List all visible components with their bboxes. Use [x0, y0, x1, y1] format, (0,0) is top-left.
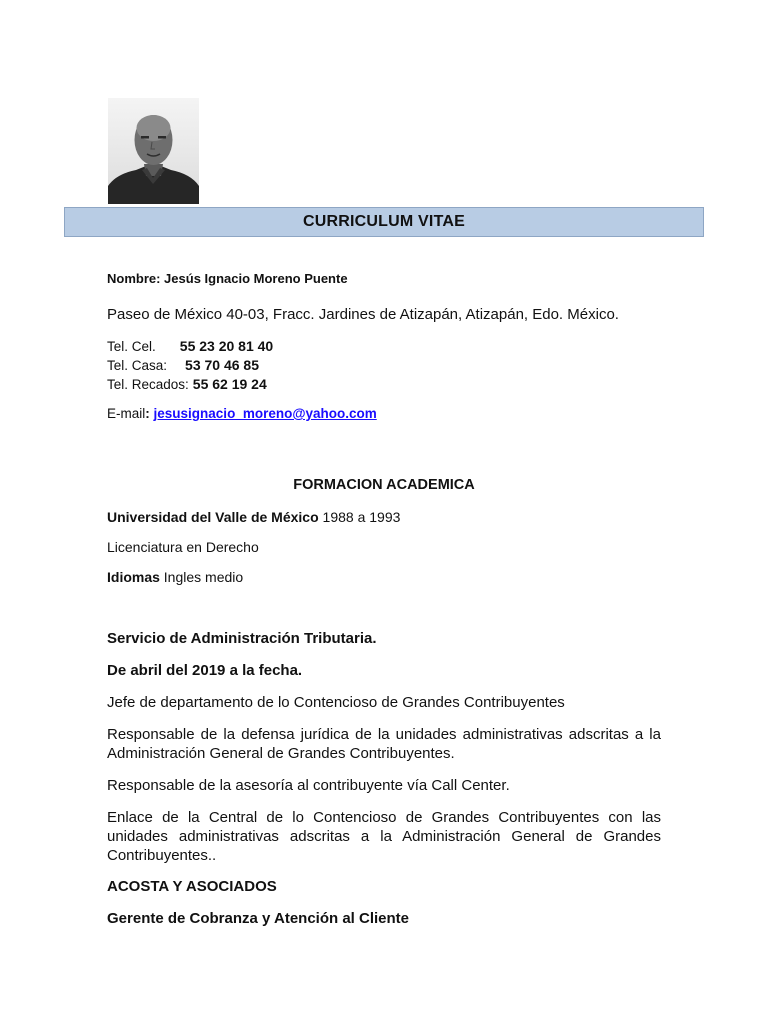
duty-liaison: Enlace de la Central de lo Contencioso de Grandes Contribuyentes con las unidades administrativas adscritas a la Administración General de Grandes Contribuyentes..	[107, 809, 661, 864]
phone-label: Tel. Cel.	[107, 339, 156, 354]
employer-acosta: ACOSTA Y ASOCIADOS	[107, 878, 277, 895]
university-name: Universidad del Valle de México	[107, 509, 319, 525]
section-heading-education: FORMACION ACADEMICA	[293, 477, 475, 493]
employer-sat: Servicio de Administración Tributaria.	[107, 630, 377, 647]
person-photo-icon	[108, 98, 199, 204]
languages-value: Ingles medio	[163, 569, 244, 585]
address: Paseo de México 40-03, Fracc. Jardines de Atizapán, Atizapán, Edo. México.	[107, 306, 619, 323]
email-label: E-mail	[107, 406, 146, 421]
duty-call-center: Responsable de la asesoría al contribuyente vía Call Center.	[107, 777, 510, 794]
phone-list	[107, 337, 273, 394]
education-languages	[107, 569, 243, 585]
education-university	[107, 509, 400, 525]
phone-number: 55 23 20 81 40	[179, 338, 274, 354]
email-line	[107, 406, 377, 421]
page-title: CURRICULUM VITAE	[302, 213, 465, 230]
full-name: Nombre: Jesús Ignacio Moreno Puente	[107, 271, 348, 286]
phone-label: Tel. Casa:	[107, 358, 168, 373]
phone-number: 53 70 46 85	[185, 357, 259, 373]
languages-label: Idiomas	[107, 569, 160, 585]
email-separator: :	[145, 406, 150, 421]
role-acosta: Gerente de Cobranza y Atención al Cliente	[107, 910, 410, 927]
phone-messages	[107, 375, 273, 394]
profile-photo	[108, 98, 199, 204]
duty-defense: Responsable de la defensa jurídica de la unidades administrativas adscritas a la Administración General de Grandes Contribuyentes.	[107, 726, 661, 762]
phone-mobile	[107, 337, 273, 356]
period-sat: De abril del 2019 a la fecha.	[107, 662, 303, 679]
email-link[interactable]: jesusignacio_moreno@yahoo.com	[153, 406, 377, 421]
phone-number: 55 62 19 24	[192, 376, 267, 392]
phone-home	[107, 356, 273, 375]
education-degree: Licenciatura en Derecho	[107, 539, 259, 555]
phone-label: Tel. Recados:	[107, 377, 189, 392]
role-sat: Jefe de departamento de lo Contencioso de Grandes Contribuyentes	[107, 694, 565, 711]
university-years: 1988 a 1993	[322, 509, 401, 525]
title-banner	[64, 207, 704, 237]
